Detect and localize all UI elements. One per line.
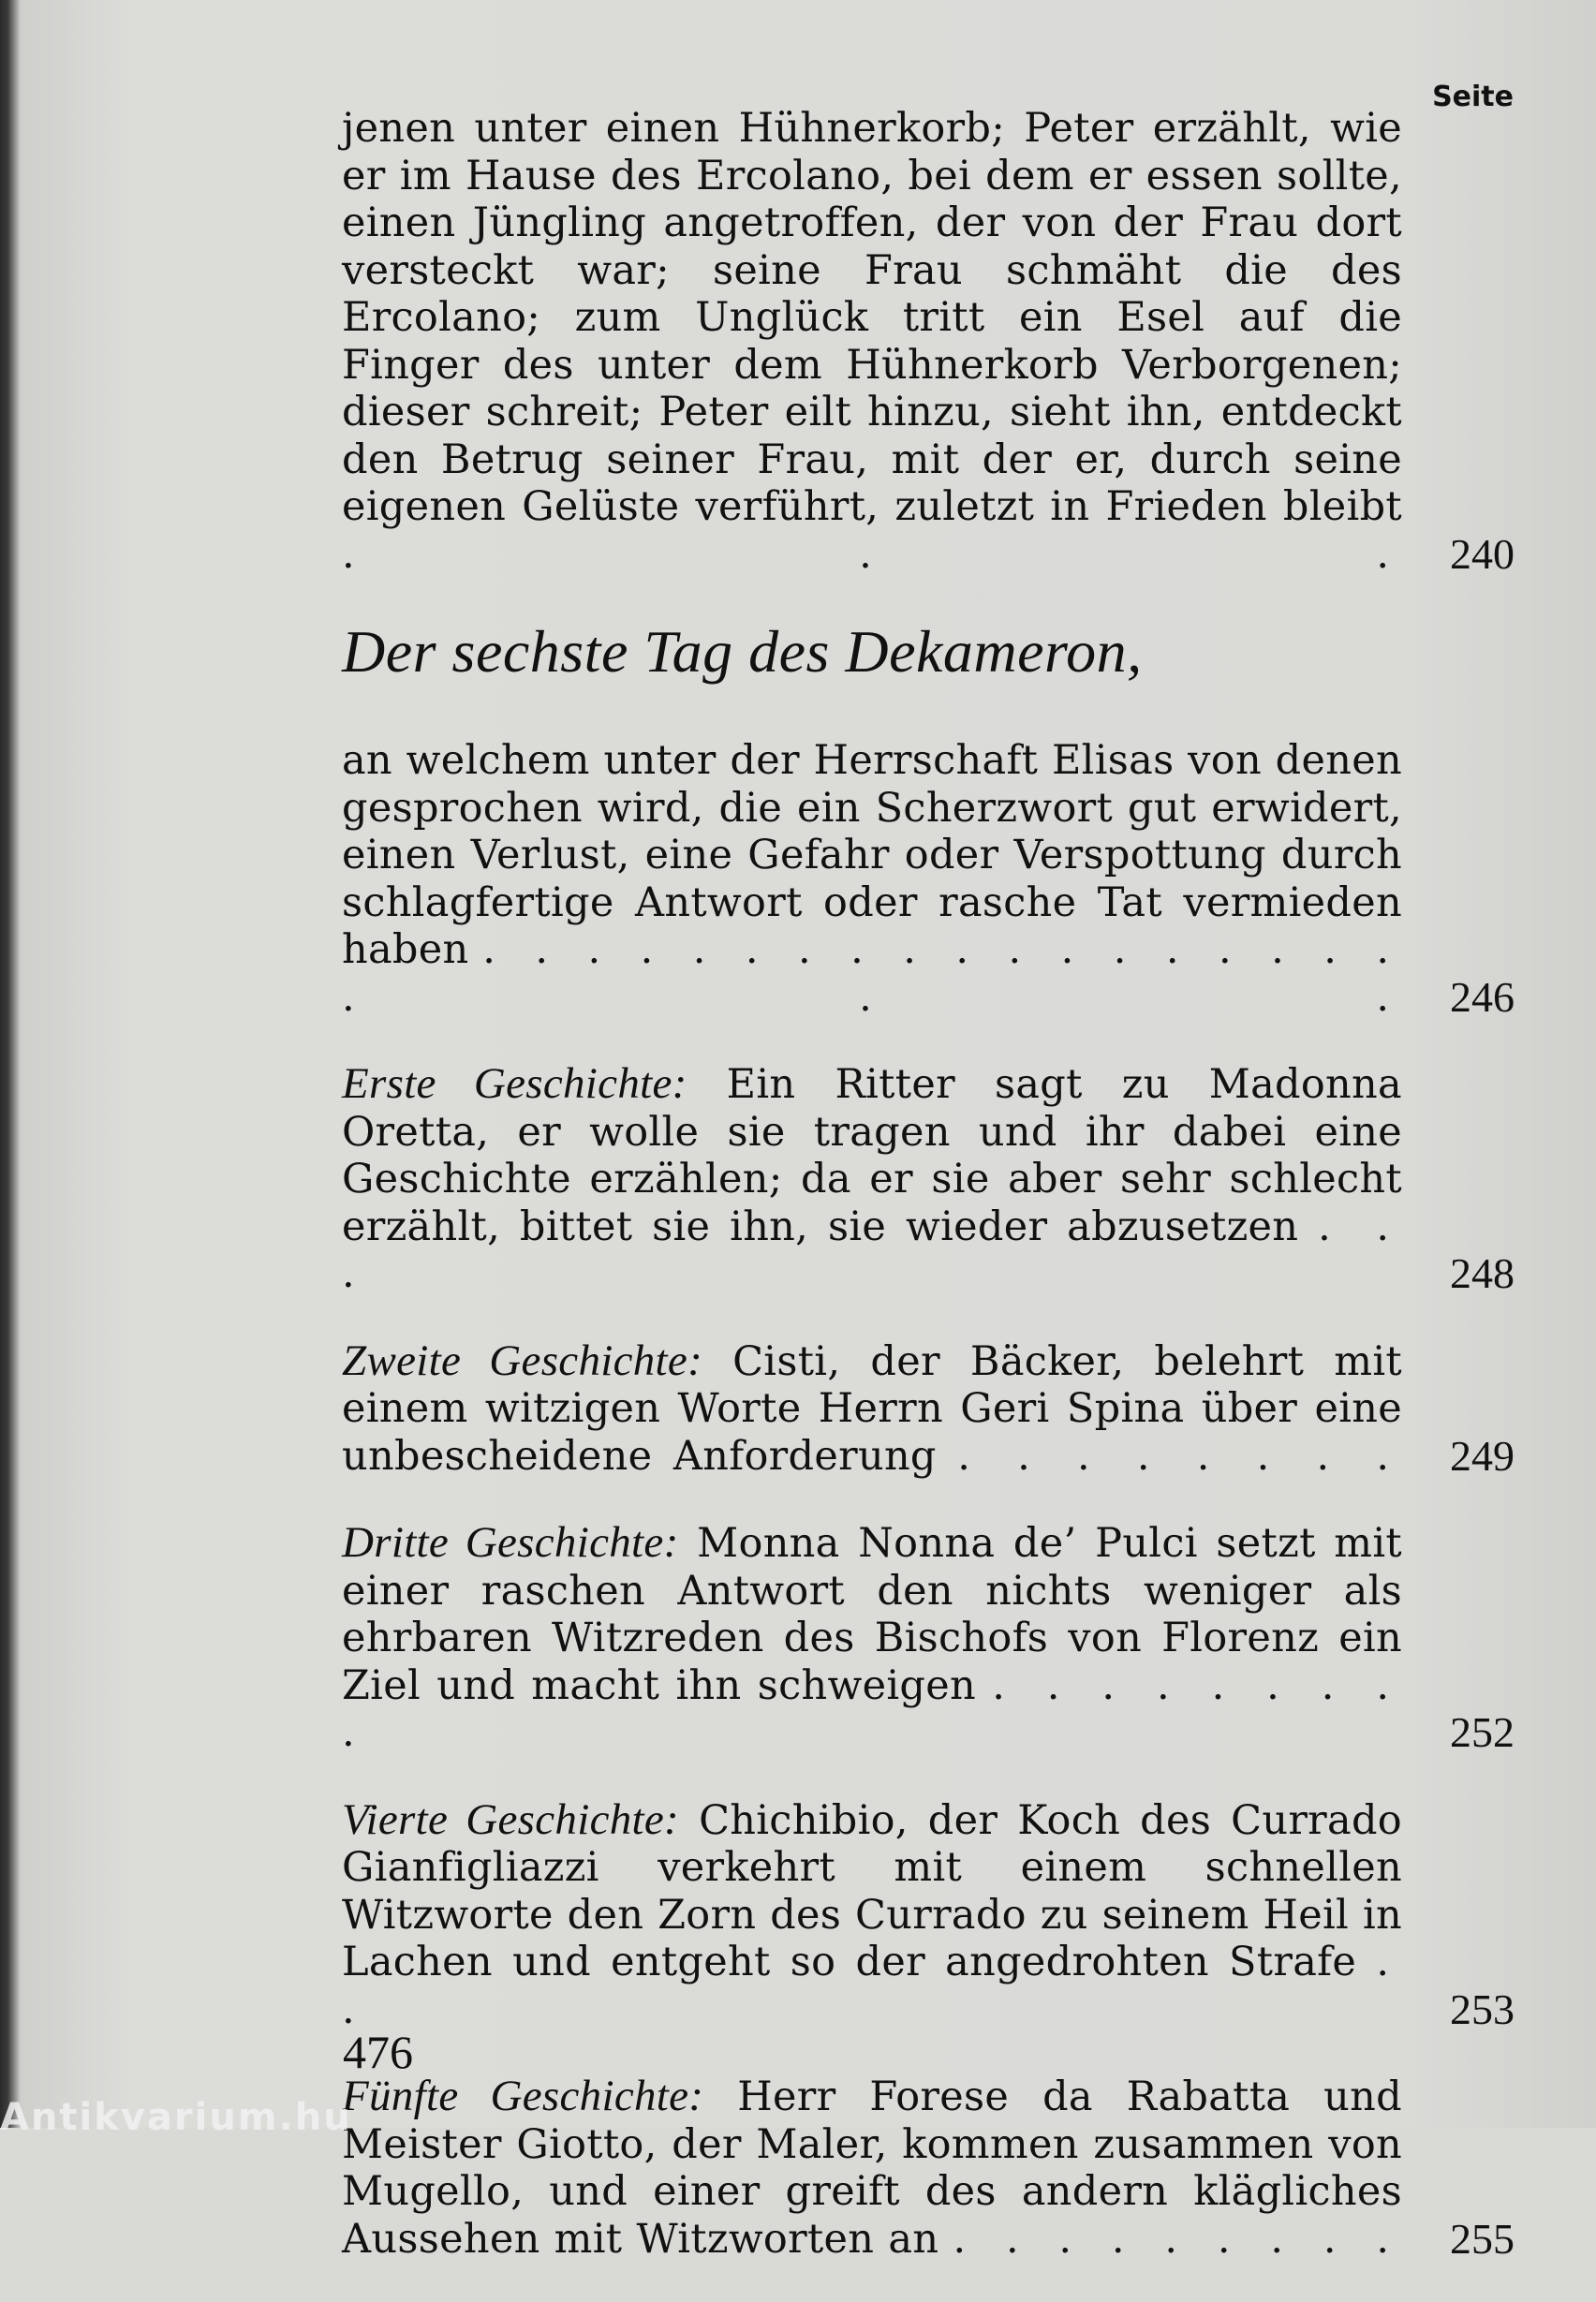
entry-text: an welchem unter der Herrschaft Elisas von denen gesprochen wird, die ein Scherzwort gut erwidert, einen Verlust, eine Gefahr oder Verspottung durch schlagfertige Antwort oder rasche Tat vermieden haben <box>342 737 1402 973</box>
seite-label: Seite <box>1432 81 1514 113</box>
entry-page-number: 246 <box>1450 972 1515 1021</box>
toc-entry-intro <box>342 737 1515 1021</box>
entry-page-number: 248 <box>1450 1249 1515 1297</box>
section-heading: Der sechste Tag des Dekameron, <box>342 618 1143 685</box>
story-heading: Zweite Geschichte: <box>342 1335 703 1385</box>
entry-text: Chichibio, der Koch des Currado Gianfigliazzi verkehrt mit einem schnellen Witzworte den Zorn des Currado zu seinem Heil in Lachen und entgeht so der angedrohten Strafe <box>342 1796 1402 1985</box>
footer-page-number: 476 <box>343 2026 413 2078</box>
toc-entry-story-2 <box>342 1337 1515 1481</box>
entry-page-number: 255 <box>1450 2214 1515 2263</box>
entry-text: Ein Ritter sagt zu Madonna Oretta, er wolle sie tragen und ihr dabei eine Geschichte erzählen; da er sie aber sehr schlecht erzählt, bittet sie ihn, sie wieder abzusetzen <box>342 1061 1402 1250</box>
entry-page-number: 249 <box>1450 1431 1515 1480</box>
entry-text: jenen unter einen Hühnerkorb; Peter erzählt, wie er im Hause des Ercolano, bei dem er essen sollte, einen Jüngling angetroffen, der von der Frau dort versteckt war; seine Frau schmäht die des Ercolano; zum Unglück tritt ein Esel auf die Finger des unter dem Hühnerkorb Verborgenen; dieser schreit; Peter eilt hinzu, sieht ihn, entdeckt den Betrug seiner Frau, mit der er, durch seine eigenen Gelüste verführt, zuletzt in Frieden bleibt <box>342 105 1402 530</box>
entry-text: Herr Forese da Rabatta und Meister Giotto, der Maler, kommen zusammen von Mugello, und einer greift des andern klägliches Aussehen mit Witzworten an <box>342 2073 1402 2263</box>
entry-text: Monna Nonna de’ Pulci setzt mit einer raschen Antwort den nichts weniger als ehrbaren Witzreden des Bischofs von Florenz ein Ziel und macht ihn schweigen <box>342 1520 1402 1709</box>
story-heading: Vierte Geschichte: <box>342 1794 680 1844</box>
watermark: Antikvarium.hu <box>0 2096 352 2139</box>
leader-dots: . . . . . . . . . <box>953 2215 1402 2263</box>
entry-page-number: 252 <box>1450 1708 1515 1756</box>
leader-dots: . . . . . . . . . . . . . . . . . . . . . <box>342 926 1403 1021</box>
leader-dots: . . . . . . . . . <box>342 1661 1403 1756</box>
entry-page-number: 240 <box>1450 529 1515 578</box>
story-heading: Erste Geschichte: <box>342 1059 687 1108</box>
toc-entry-continued <box>342 105 1515 578</box>
table-of-contents <box>342 105 1515 2302</box>
toc-entry-story-3 <box>342 1519 1515 1757</box>
leader-dots: . . . . . . . . <box>957 1432 1402 1480</box>
toc-entry-story-5 <box>342 2073 1515 2263</box>
entry-page-number: 253 <box>1450 1985 1515 2033</box>
entry-text: Cisti, der Bäcker, belehrt mit einem witzigen Worte Herrn Geri Spina über eine unbescheidene Anforderung <box>342 1337 1402 1480</box>
leader-dots: . . . <box>342 530 1402 578</box>
story-heading: Fünfte Geschichte: <box>342 2072 704 2120</box>
toc-entry-story-1 <box>342 1060 1515 1298</box>
leader-dots: . . . <box>342 1203 1403 1297</box>
leader-dots: . . <box>342 1939 1403 2033</box>
story-heading: Dritte Geschichte: <box>342 1518 679 1567</box>
toc-entry-story-4 <box>342 1796 1515 2034</box>
